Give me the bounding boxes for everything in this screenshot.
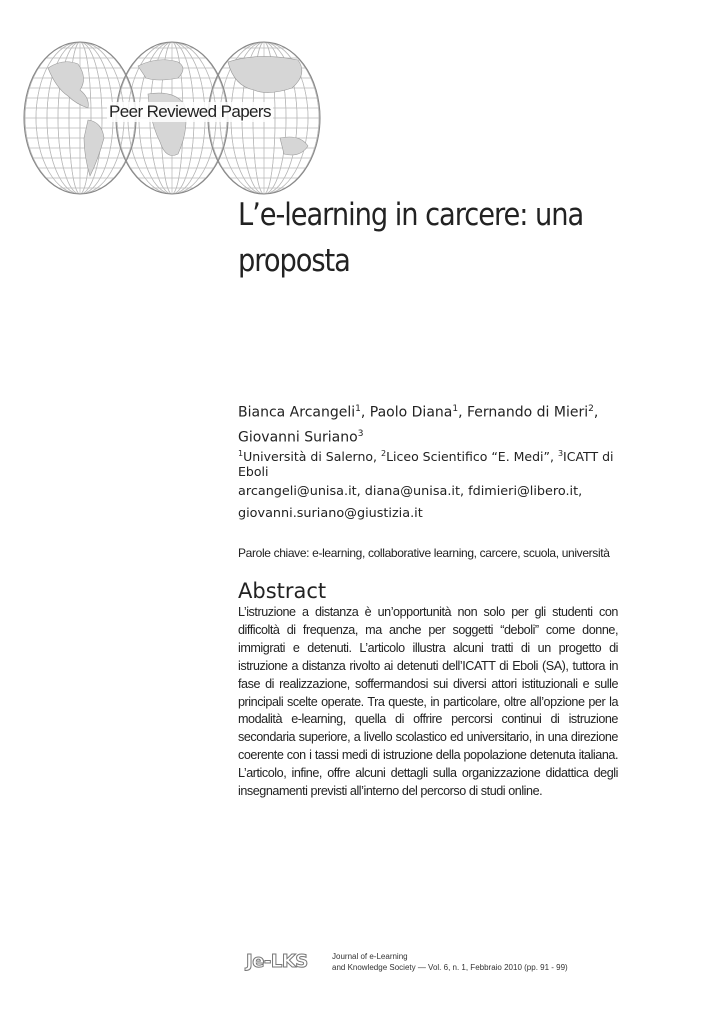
abstract-body: L’istruzione a distanza è un’opportunità non solo per gli studenti con difficoltà di frequenza, ma anche per soggetti “deboli” come donne, immigrati e detenuti. L’articolo illustra alcuni tratti di un progetto di istruzione a distanza rivolto ai detenuti dell’ICATT di Eboli (SA), tuttora in fase di realizzazione, soffermandosi sui diversi attori istituzionali e sulle principali scelte operate. Tra queste, in particolare, oltre all’opzione per la modalità e-learning, quella di offrire percorsi continui di istruzione secondaria superiore, a livello scolastico ed universitario, in una direzione coerente con i tassi medi di istruzione della popolazione detenuta italiana. L’articolo, infine, offre alcuni dettagli sulla organizzazione didattica degli insegnamenti previsti all’interno del percorso di studi online. xyxy=(238,605,618,799)
email-line: arcangeli@unisa.it, diana@unisa.it, fdimieri@libero.it, xyxy=(238,484,583,499)
journal-citation-line: and Knowledge Society — Vol. 6, n. 1, Febbraio 2010 (pp. 91 - 99) xyxy=(332,963,568,972)
author-affiliation-mark: 1 xyxy=(355,404,361,414)
paper-title: L’e-learning in carcere: una proposta xyxy=(238,197,584,279)
section-label: Peer Reviewed Papers xyxy=(109,102,271,121)
email-line: giovanni.suriano@giustizia.it xyxy=(238,506,423,521)
affiliations: $^1$Università di Salerno, $^2$Liceo Scientifico “E. Medi”, $^3$ICATT di Eboli xyxy=(238,449,614,480)
author-name: Giovanni Suriano xyxy=(238,429,358,446)
affiliation-text: Liceo Scientifico “E. Medi”, xyxy=(386,449,558,465)
affiliation-text: Università di Salerno, xyxy=(243,449,381,465)
author-name: Fernando di Mieri xyxy=(467,404,589,421)
author-affiliation-mark: 3 xyxy=(357,428,364,439)
author-affiliation-mark: 1 xyxy=(452,404,459,414)
abstract-heading: Abstract xyxy=(238,579,327,603)
author-name: Paolo Diana xyxy=(369,404,453,421)
author-list: Bianca Arcangeli$^1$, Paolo Diana$^1$, Fernando di Mieri$^2$, Giovanni Suriano$^3$ xyxy=(238,404,599,446)
author-affiliation-mark: 2 xyxy=(588,404,594,414)
author-emails xyxy=(238,481,628,525)
journal-citation-line: Journal of e-Learning xyxy=(332,952,408,961)
author-name: Bianca Arcangeli xyxy=(238,404,356,421)
affiliation-text: ICATT di Eboli xyxy=(238,449,614,480)
keywords: Parole chiave: e-learning, collaborative learning, carcere, scuola, università xyxy=(238,546,610,560)
journal-logo: Je-LKS xyxy=(246,951,308,972)
